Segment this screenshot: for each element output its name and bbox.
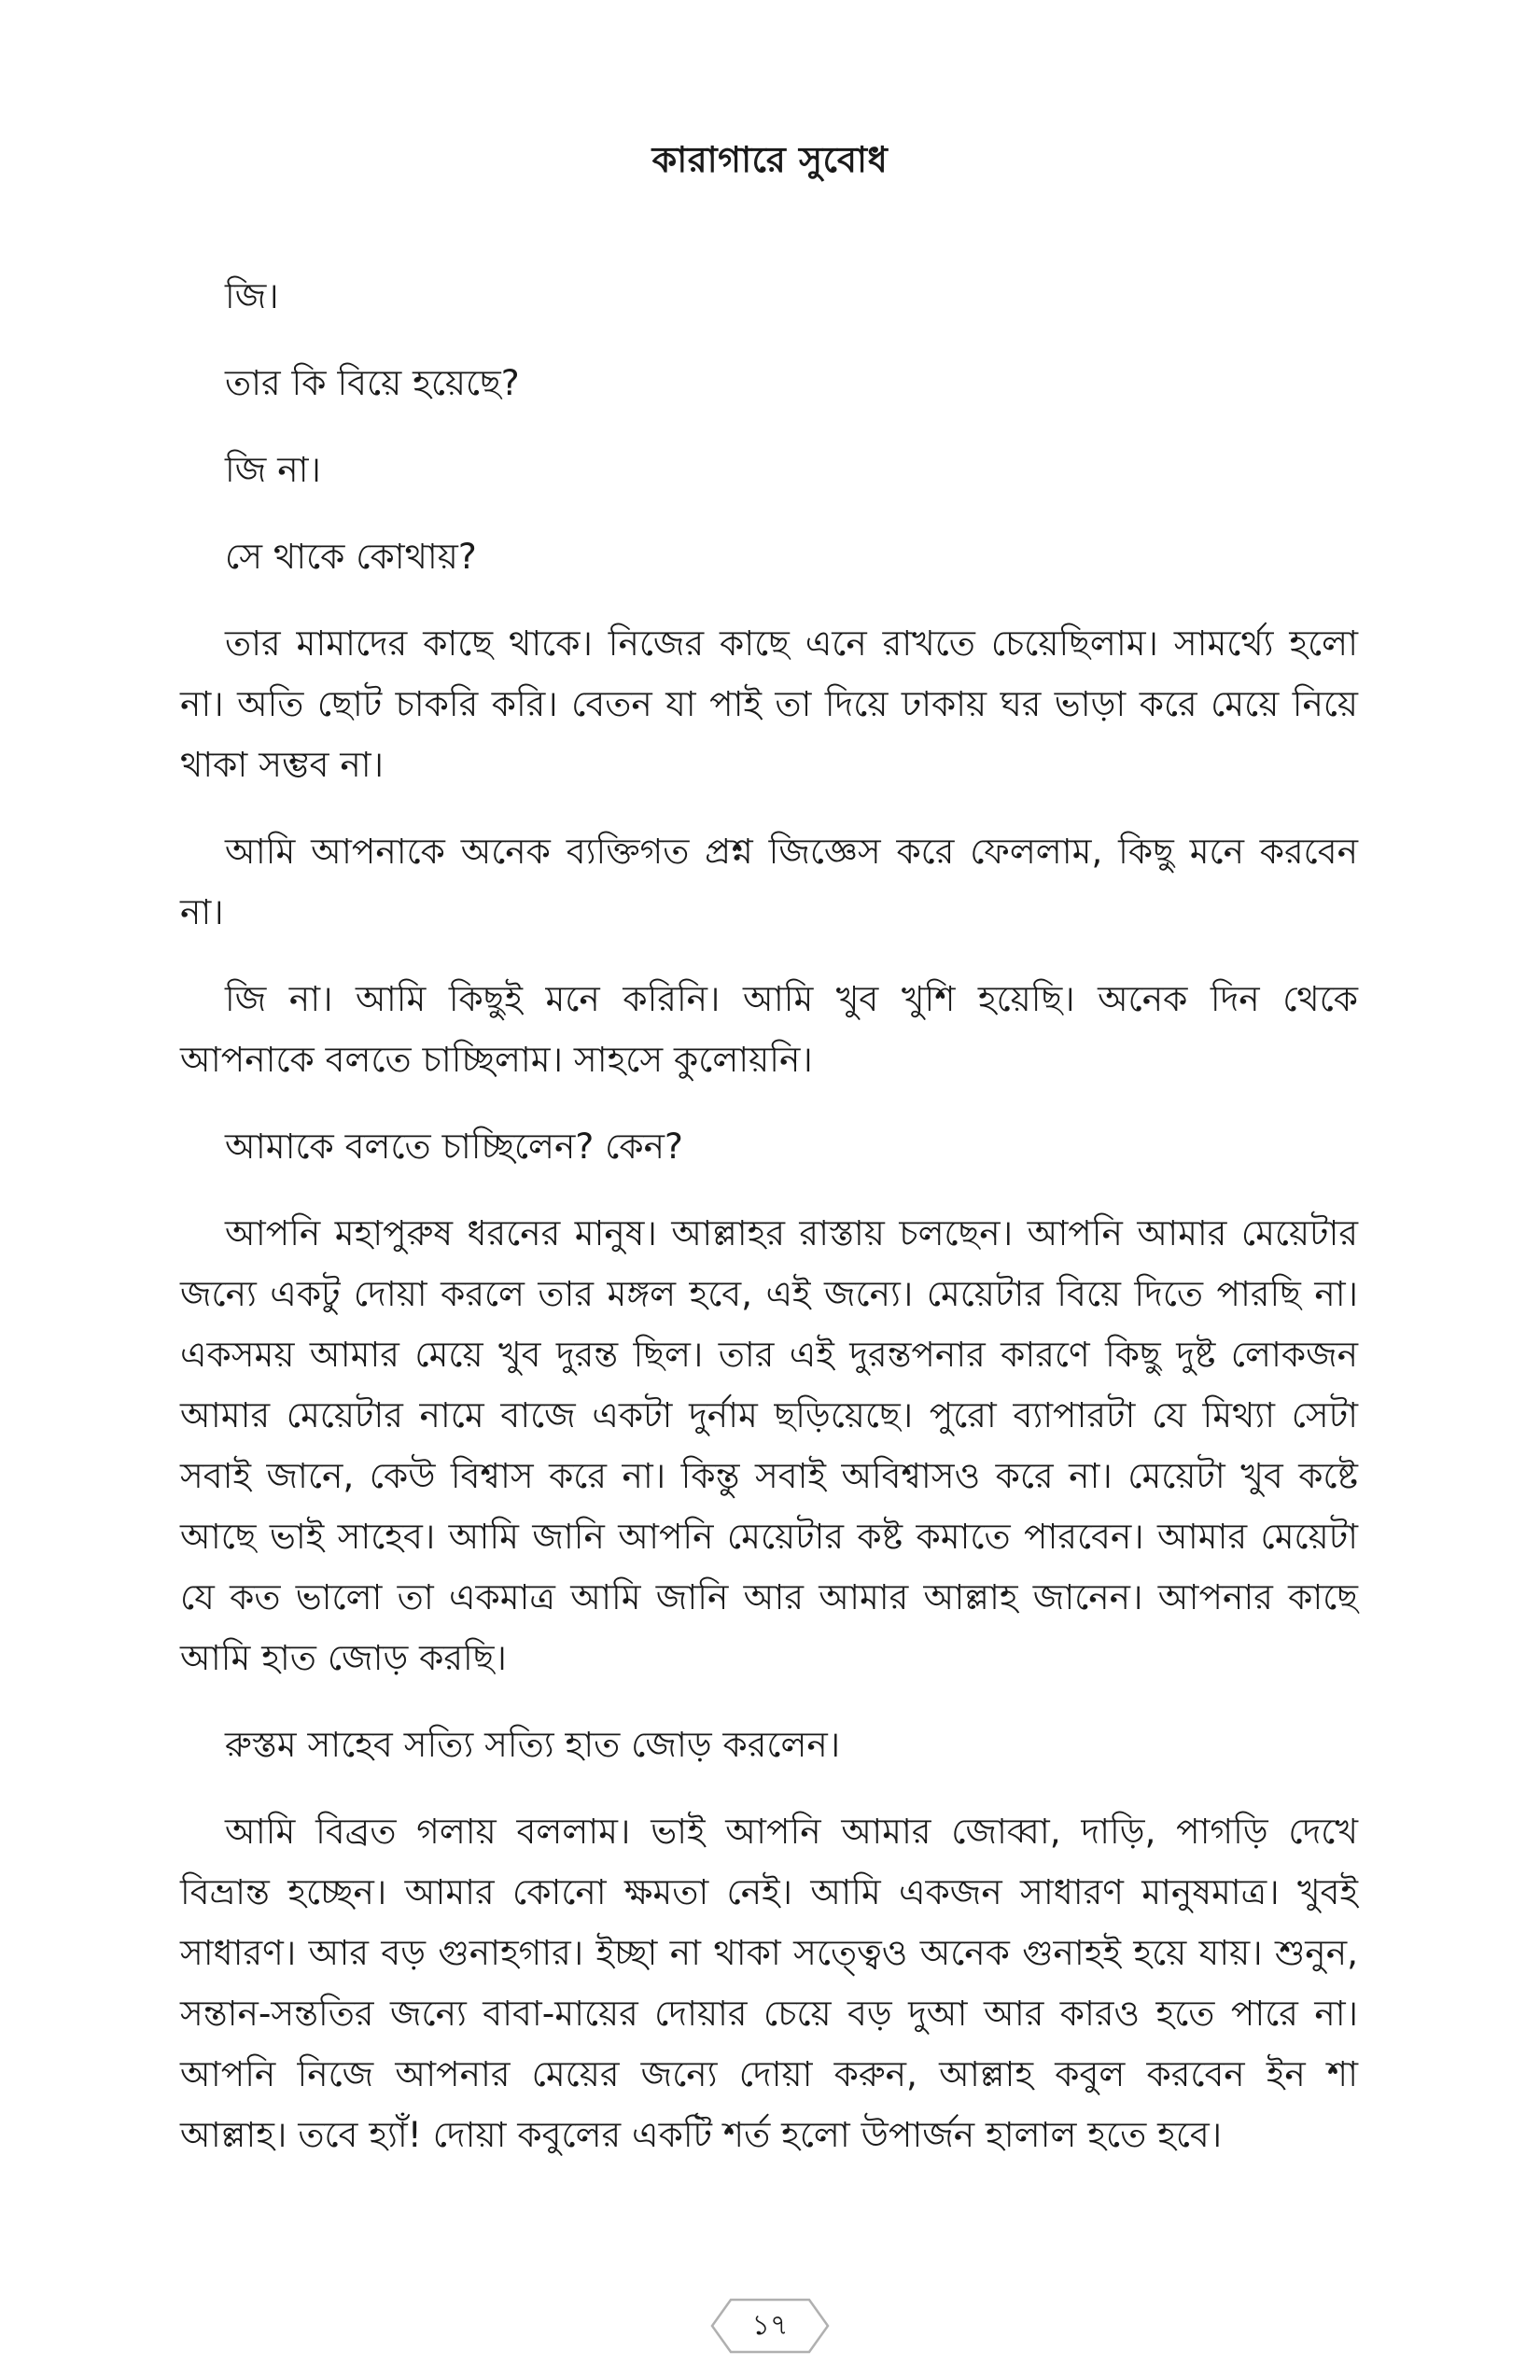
paragraph: আপনি মহাপুরুষ ধরনের মানুষ। আল্লাহর রাস্তায় চলছেন। আপনি আমার মেয়েটার জন্যে একটু দোয়া করলে তার মঙ্গল হবে, এই জন্যে। মেয়েটার বিয়ে দিতে পারছি না। একসময় আমার মেয়ে খুব দুরন্ত ছিল। তার এই দুরন্তপনার কারণে কিছু দুষ্ট লোকজন আমার মেয়েটার নামে বাজে একটা দুর্নাম ছড়িয়েছে। পুরো ব্যাপারটা যে মিথ্যা সেটা সবাই জানে, কেউ বিশ্বাস করে না। কিন্তু সবাই অবিশ্বাসও করে না। মেয়েটা খুব কষ্টে আছে ভাই সাহেব। আমি জানি আপনি মেয়েটার কষ্ট কমাতে পারবেন। আমার মেয়েটা যে কত ভালো তা একমাত্র আমি জানি আর আমার আল্লাহ জানেন। আপনার কাছে আমি হাত জোড় করছি। [180, 1212, 1358, 1678]
paragraph: রুস্তম সাহেব সত্যি সত্যি হাত জোড় করলেন। [225, 1724, 841, 1765]
page-number: ১৭ [751, 2309, 789, 2342]
paragraph: তার মামাদের কাছে থাকে। নিজের কাছে এনে রাখতে চেয়েছিলাম। সামর্থ্যে হলো না। অতি ছোট চাকরি করি। বেতন যা পাই তা দিয়ে ঢাকায় ঘর ভাড়া করে মেয়ে নিয়ে থাকা সম্ভব না। [180, 623, 1358, 785]
paragraph: তার কি বিয়ে হয়েছে? [225, 362, 520, 403]
paragraph: জি। [225, 275, 279, 316]
paragraph: আমি বিব্রত গলায় বললাম। ভাই আপনি আমার জোব্বা, দাড়ি, পাগড়ি দেখে বিভ্রান্ত হচ্ছেন। আমার কোনো ক্ষমতা নেই। আমি একজন সাধারণ মানুষমাত্র। খুবই সাধারণ। আর বড় গুনাহগার। ইচ্ছা না থাকা সত্ত্বেও অনেক গুনাহই হয়ে যায়। শুনুন, সন্তান-সন্ততির জন্যে বাবা-মায়ের দোয়ার চেয়ে বড় দুআ আর কারও হতে পারে না। আপনি নিজে আপনার মেয়ের জন্যে দোয়া করুন, আল্লাহ কবুল করবেন ইন শা আল্লাহ। তবে হ্যাঁ! দোয়া কবুলের একটি শর্ত হলো উপার্জন হালাল হতে হবে। [180, 1811, 1358, 2155]
paragraph: সে থাকে কোথায়? [225, 536, 477, 577]
paragraph: আমাকে বলতে চাচ্ছিলেন? কেন? [225, 1126, 683, 1167]
page-number-badge [710, 2298, 830, 2354]
paragraph: জি না। [225, 449, 321, 490]
body-text [180, 266, 1358, 2191]
paragraph: জি না। আমি কিছুই মনে করিনি। আমি খুব খুশি হয়েছি। অনেক দিন থেকে আপনাকে বলতে চাচ্ছিলাম। সাহসে কুলোয়নি। [180, 978, 1358, 1080]
paragraph: আমি আপনাকে অনেক ব্যক্তিগত প্রশ্ন জিজ্ঞেস করে ফেললাম, কিছু মনে করবেন না। [180, 831, 1358, 932]
page-title: কারাগারে সুবোধ [651, 139, 889, 180]
